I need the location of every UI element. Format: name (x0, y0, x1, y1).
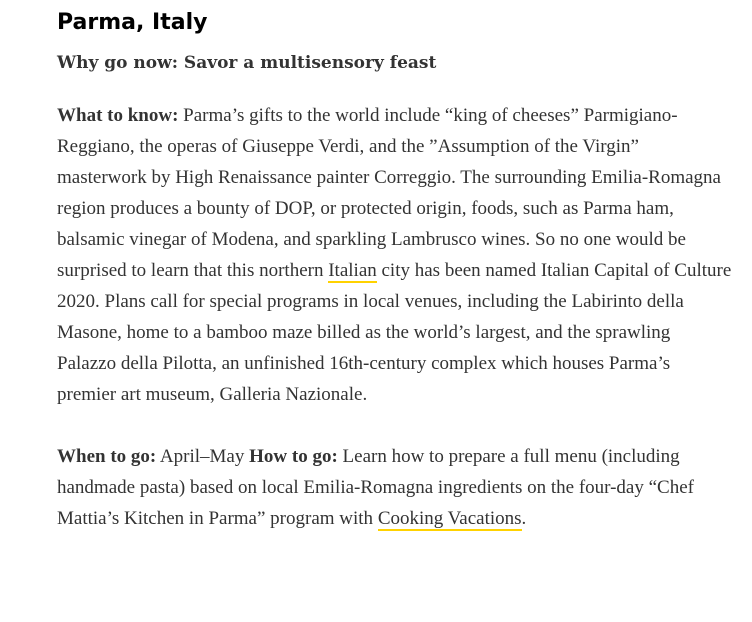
article-title: Parma, Italy (57, 10, 208, 35)
what-to-know-label: What to know: (57, 105, 179, 126)
how-to-go-text-1: Learn how to prepare a full menu (including handmade pasta) based on local Emilia-Romagna ingredients on the four-day “Chef Mattia’s Kitchen in Parma” program with (57, 446, 694, 529)
article-subtitle: Why go now: Savor a multisensory feast (57, 53, 437, 73)
how-to-go-text-2: . (521, 508, 527, 529)
what-to-know-paragraph (57, 100, 732, 410)
what-to-know-text-2: city has been named Italian Capital of Culture 2020. Plans call for special programs in local venues, including the Labirinto della Masone, home to a bamboo maze billed as the world’s largest, and the sprawling Palazzo della Pilotta, an unfinished 16th-century complex which houses Parma’s premier art museum, Galleria Nazionale. (57, 260, 732, 405)
cooking-vacations-link[interactable]: Cooking Vacations (377, 508, 522, 529)
italian-link[interactable]: Italian (328, 260, 377, 281)
when-how-paragraph (57, 441, 732, 534)
when-to-go-label: When to go: (57, 446, 157, 467)
when-to-go-value: April–May (156, 446, 250, 467)
what-to-know-text-1: Parma’s gifts to the world include “king of cheeses” Parmigiano-Reggiano, the operas of Giuseppe Verdi, and the ”Assumption of the Virgin” masterwork by High Renaissance painter Correggio. The surrounding Emilia-Romagna region produces a bounty of DOP, or protected origin, foods, such as Parma ham, balsamic vinegar of Modena, and sparkling Lambrusco wines. So no one would be surprised to learn that this northern (57, 105, 721, 281)
how-to-go-label: How to go: (249, 446, 338, 467)
